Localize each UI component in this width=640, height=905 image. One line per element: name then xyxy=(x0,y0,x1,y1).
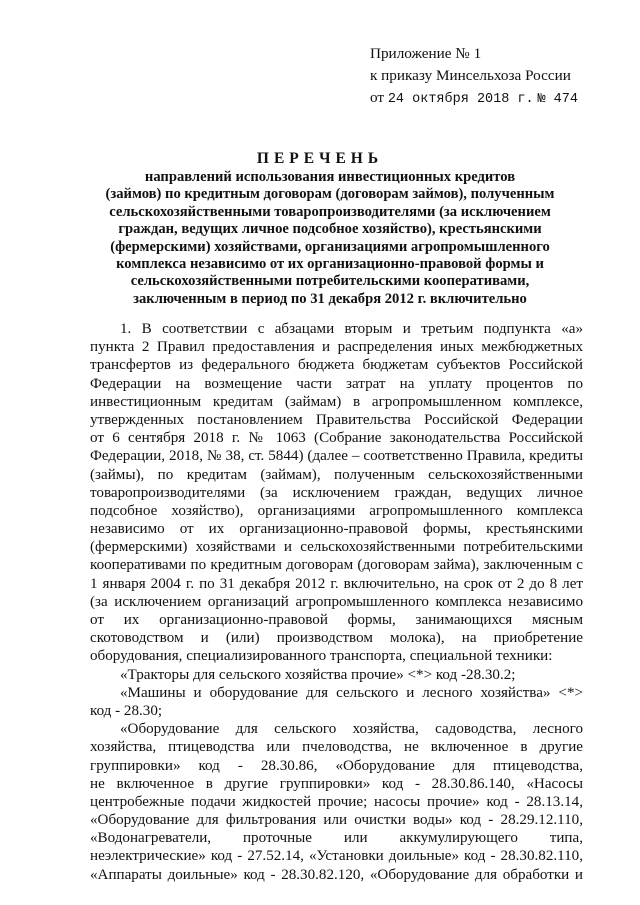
appendix-number: Приложение № 1 xyxy=(370,45,482,62)
body-line: группировки» код - 28.30.86, «Оборудование для птицеводства, xyxy=(90,757,583,774)
body-line: «Машины и оборудование для сельского и лесного хозяйства» <*> xyxy=(120,684,583,701)
body-line: Федерации на возмещение части затрат на уплату процентов по xyxy=(90,375,583,392)
subtitle-line: (фермерскими) хозяйствами, организациями агропромышленного xyxy=(110,238,550,255)
subtitle-line: сельскохозяйственными товаропроизводителями (за исключением xyxy=(109,203,551,220)
body-line: утвержденных постановлением Правительства Российской Федерации xyxy=(90,411,583,428)
order-reference: к приказу Минсельхоза России xyxy=(370,67,571,84)
body-line: (фермерскими) хозяйствами и сельскохозяйственными потребительскими xyxy=(90,539,583,556)
body-line: 1. В соответствии с абзацами вторым и третьим подпункта «а» xyxy=(120,321,583,337)
body-line: от 6 сентября 2018 г. № 1063 (Собрание законодательства Российской xyxy=(90,430,583,447)
document-title: ПЕРЕЧЕНЬ xyxy=(256,150,384,167)
subtitle-line: комплекса независимо от их организационно-правовой формы и xyxy=(116,256,544,273)
body-line: подсобное хозяйство), организациями агропромышленного комплекса xyxy=(90,502,583,519)
body-line: «Водонагреватели, проточные или аккумулирующего типа, xyxy=(90,830,583,847)
body-line: «Оборудование для сельского хозяйства, садоводства, лесного xyxy=(120,721,583,738)
document-body xyxy=(90,320,583,884)
order-date-line xyxy=(370,87,578,111)
order-date: 24 октября 2018 г. xyxy=(387,92,534,107)
subtitle-line: направлений использования инвестиционных кредитов xyxy=(144,169,516,185)
body-line: «Тракторы для сельского хозяйства прочие» <*> код -28.30.2; xyxy=(120,666,516,683)
body-line: (займы), по кредитам (займам), полученным сельскохозяйственными xyxy=(90,466,583,483)
body-line: от их организационно-правовой формы, занимающихся мясным xyxy=(90,612,583,628)
body-line: трансфертов из федерального бюджета бюджетам субъектов Российской xyxy=(90,357,583,374)
body-line: «Оборудование для фильтрования или очистки воды» код - 28.29.12.110, xyxy=(90,812,583,829)
body-line: хозяйства, птицеводства или пчеловодства, не включенное в другие xyxy=(90,739,583,756)
document-subtitle xyxy=(80,169,580,308)
order-date-prefix: от xyxy=(370,89,385,106)
body-line: центробежные подачи жидкостей прочие; насосы прочие» код - 28.13.14, xyxy=(90,793,583,810)
body-line: инвестиционным кредитам (займам) в агропромышленном комплексе, xyxy=(90,393,583,410)
subtitle-line: сельскохозяйственными потребительскими кооперативами, xyxy=(130,273,530,290)
body-line: оборудования, специализированного транспорта, специальной техники: xyxy=(90,648,553,665)
body-line: кооперативами по кредитным договорам (договорам займа), заключенным с xyxy=(90,557,583,574)
appendix-header xyxy=(370,43,578,111)
body-line: пункта 2 Правил предоставления и распределения иных межбюджетных xyxy=(90,339,583,356)
subtitle-line: заключенным в период по 31 декабря 2012 г. включительно xyxy=(133,290,527,307)
body-line: 1 января 2004 г. по 31 декабря 2012 г. включительно, на срок от 2 до 8 лет xyxy=(90,575,583,592)
body-line: «Аппараты доильные» код - 28.30.82.120, «Оборудование для обработки и xyxy=(90,866,583,883)
body-line: независимо от их организационно-правовой формы, крестьянскими xyxy=(90,521,583,538)
body-line: товаропроизводителями (за исключением граждан, ведущих личное xyxy=(90,484,583,501)
body-line: неэлектрические» код - 27.52.14, «Установки доильные» код - 28.30.82.110, xyxy=(90,848,583,865)
body-line: (за исключением организаций агропромышленного комплекса независимо xyxy=(90,593,583,610)
body-line: код - 28.30; xyxy=(90,702,163,719)
body-line: Федерации, 2018, № 38, ст. 5844) (далее – соответственно Правила, кредиты xyxy=(90,448,583,465)
order-number: № 474 xyxy=(537,92,578,107)
body-line: не включенное в другие группировки» код - 28.30.86.140, «Насосы xyxy=(90,775,583,792)
body-line: скотоводством и (или) производством молока), на приобретение xyxy=(90,630,583,647)
subtitle-line: (займов) по кредитным договорам (договорам займов), полученным xyxy=(105,186,555,203)
subtitle-line: граждан, ведущих личное подсобное хозяйство), крестьянскими xyxy=(118,221,542,238)
